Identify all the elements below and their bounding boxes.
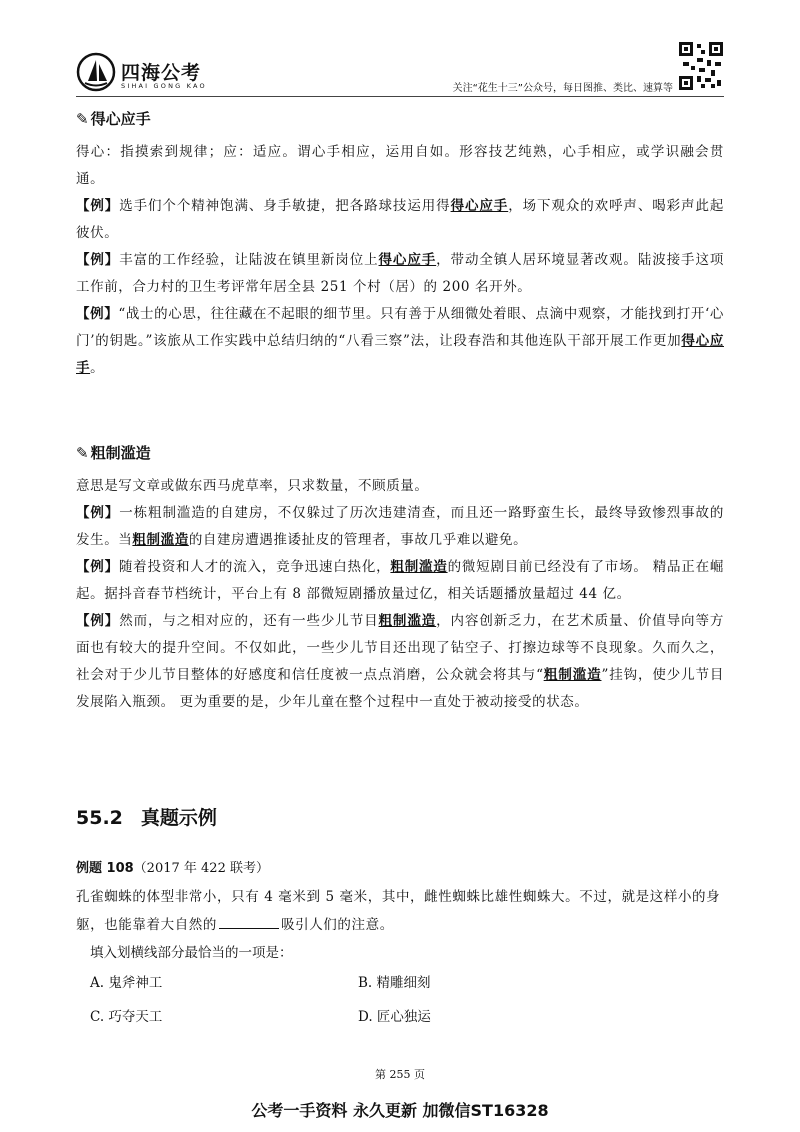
main-content	[76, 108, 724, 716]
question-title: 例题 108（2017 年 422 联考）	[76, 861, 269, 876]
section-title: 55.2 真题示例	[76, 807, 217, 829]
header-tagline: 关注“花生十三”公众号，每日图推、类比、速算等	[452, 83, 673, 94]
example-paragraph: 【例】丰富的工作经验，让陆波在镇里新岗位上得心应手，带动全镇人居环境显著改观。陆波接手这项工作前，合力村的卫生考评常年居全县 251 个村（居）的 200 名开外。	[76, 252, 724, 295]
pen-icon: ✎	[76, 444, 89, 462]
option-c: C. 巧夺天工	[90, 1009, 163, 1025]
question-prompt: 填入划横线部分最恰当的一项是：	[90, 945, 293, 961]
term-definition: 得心：指摸索到规律；应：适应。谓心手相应，运用自如。形容技艺纯熟，心手相应，或学识融会贯通。	[76, 144, 724, 187]
example-paragraph: 【例】“战士的心思，往往藏在不起眼的细节里。只有善于从细微处着眼、点滴中观察，才能找到打开‘心门’的钥匙。”该旅从工作实践中总结归纳的“八看三察”法，让段春浩和其他连队干部开展工作更加得心应手。	[76, 306, 724, 376]
term-definition: 意思是写文章或做东西马虎草率，只求数量，不顾质量。	[76, 478, 429, 494]
question-block	[76, 855, 724, 1037]
logo-subtext: SIHAI GONG KAO	[121, 82, 207, 90]
page-header	[0, 0, 800, 100]
term-heading: ✎ 粗制滥造	[76, 444, 151, 462]
answer-blank	[219, 915, 279, 929]
header-divider	[76, 96, 724, 97]
page-number: 第 255 页	[375, 1068, 425, 1081]
example-paragraph: 【例】一栋粗制滥造的自建房，不仅躲过了历次违建清查，而且还一路野蛮生长，最终导致惨烈事故的发生。当粗制滥造的自建房遭遇推诿扯皮的管理者，事故几乎难以避免。	[76, 505, 724, 548]
option-b: B. 精雕细刻	[358, 975, 431, 991]
footer-text: 公考一手资料 永久更新 加微信ST16328	[251, 1101, 549, 1120]
option-d: D. 匠心独运	[358, 1009, 431, 1025]
logo-text: 四海公考	[121, 62, 202, 84]
qr-code-icon	[679, 42, 723, 90]
term-heading: ✎ 得心应手	[76, 110, 151, 128]
sailboat-logo-icon	[76, 52, 116, 92]
pen-icon: ✎	[76, 110, 89, 128]
example-paragraph: 【例】然而，与之相对应的，还有一些少儿节目粗制滥造，内容创新乏力，在艺术质量、价值导向等方面也有较大的提升空间。不仅如此，一些少儿节目还出现了钻空子、打擦边球等不良现象。久而久之，社会对于少儿节目整体的好感度和信任度被一点点消磨，公众就会将其与“粗制滥造”挂钩，使少儿节目发展陷入瓶颈。 更为重要的是，少年儿童在整个过程中一直处于被动接受的状态。	[76, 613, 725, 710]
question-text: 孔雀蜘蛛的体型非常小，只有 4 毫米到 5 毫米，其中，雌性蜘蛛比雄性蜘蛛大。不过，就是这样小的身躯，也能靠着大自然的 吸引人们的注意。	[76, 889, 721, 933]
example-paragraph: 【例】随着投资和人才的流入，竞争迅速白热化，粗制滥造的微短剧目前已经没有了市场。 精品正在崛起。据抖音春节档统计，平台上有 8 部微短剧播放量过亿，相关话题播放量超过 44 亿。	[76, 559, 724, 602]
answer-options	[76, 967, 724, 1037]
example-paragraph: 【例】选手们个个精神饱满、身手敏捷，把各路球技运用得得心应手，场下观众的欢呼声、喝彩声此起彼伏。	[76, 198, 724, 241]
option-a: A. 鬼斧神工	[90, 975, 163, 991]
